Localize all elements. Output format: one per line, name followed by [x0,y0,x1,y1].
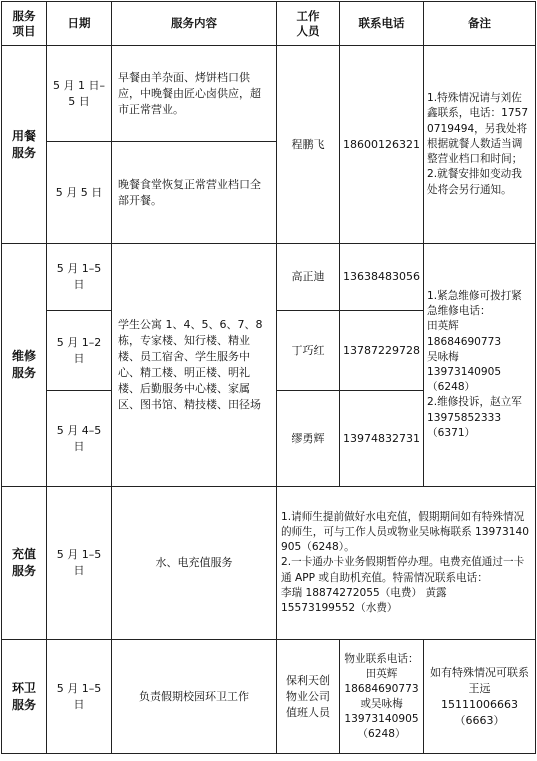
sanitation-row [2,640,536,754]
header-service-category: 服务 项目 [2,2,47,46]
recharge-row [2,487,536,640]
header-service-content: 服务内容 [112,2,277,46]
repair-phone-3: 13974832731 [340,391,424,487]
repair-date-3: 5 月 4–5 日 [47,391,112,487]
dining-staff: 程鹏飞 [277,46,340,244]
repair-staff-1: 高正迪 [277,244,340,311]
dining-remarks: 1.特殊情况请与刘佐鑫联系，电话：17570719494，另我处将根据就餐人数适当调整营业档口和时间； 2.就餐安排如变动我处将会另行通知。 [424,46,536,244]
sanitation-staff: 保利天创 物业公司 值班人员 [277,640,340,754]
dining-category: 用餐 服务 [2,46,47,244]
dining-date-1: 5 月 1 日– 5 日 [47,46,112,142]
repair-content: 学生公寓 1、4、5、6、7、8 栋，专家楼、知行楼、精业楼、员工宿舍、学生服务中心、精工楼、明正楼、明礼楼、后勤服务中心楼、家属区、图书馆、精技楼、田径场 [112,244,277,487]
recharge-remarks: 1.请师生提前做好水电充值，假期期间如有特殊情况的师生，可与工作人员或物业吴咏梅联系 13973140905（6248）。 2.一卡通办卡业务假期暂停办理。电费充值通过一卡通 APP 或自助机充值。特需情况联系电话： 李瑞 18874272055（电费） 黄露 15573199552（水费） [277,487,536,640]
header-remarks: 备注 [424,2,536,46]
dining-content-2: 晚餐食堂恢复正常营业档口全部开餐。 [112,142,277,244]
sanitation-phone: 物业联系电话：田英辉 18684690773 或吴咏梅 13973140905 （6248） [340,640,424,754]
repair-category: 维修 服务 [2,244,47,487]
holiday-service-table [1,1,536,754]
recharge-content: 水、电充值服务 [112,487,277,640]
dining-phone: 18600126321 [340,46,424,244]
recharge-category: 充值 服务 [2,487,47,640]
sanitation-content: 负责假期校园环卫工作 [112,640,277,754]
repair-date-1: 5 月 1–5 日 [47,244,112,311]
header-staff: 工作 人员 [277,2,340,46]
header-date: 日期 [47,2,112,46]
sanitation-remarks: 如有特殊情况可联系王远 15111006663 （6663） [424,640,536,754]
header-row [2,2,536,46]
recharge-date: 5 月 1–5 日 [47,487,112,640]
repair-phone-2: 13787229728 [340,311,424,391]
repair-staff-2: 丁巧红 [277,311,340,391]
dining-content-1: 早餐由羊杂面、烤饼档口供应，中晚餐由匠心卤供应，超市正常营业。 [112,46,277,142]
header-phone: 联系电话 [340,2,424,46]
repair-phone-1: 13638483056 [340,244,424,311]
repair-row-1 [2,244,536,311]
dining-row-1 [2,46,536,142]
dining-date-2: 5 月 5 日 [47,142,112,244]
repair-remarks: 1.紧急维修可拨打紧急维修电话： 田英辉 18684690773 吴咏梅 13973140905 （6248） 2.维修投诉，赵立军 13975852333 （6371） [424,244,536,487]
repair-staff-3: 缪勇辉 [277,391,340,487]
repair-date-2: 5 月 1–2 日 [47,311,112,391]
sanitation-date: 5 月 1–5 日 [47,640,112,754]
sanitation-category: 环卫 服务 [2,640,47,754]
